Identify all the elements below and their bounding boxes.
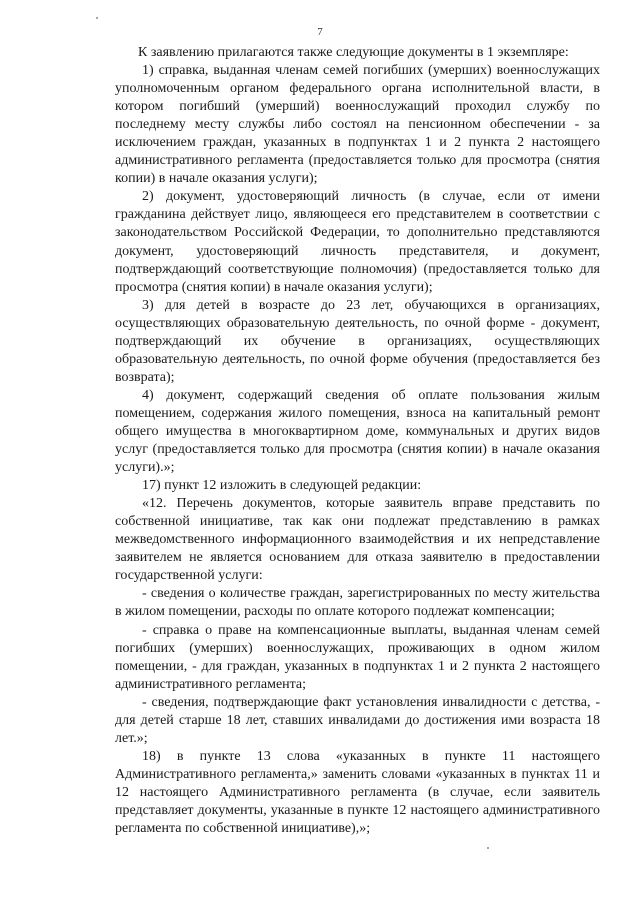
paragraph-dash-item-2: - справка о праве на компенсационные выплаты, выданная членам семей погибших (умерших) военнослужащих, проживающих в одном жилом помещении, - для граждан, указанных в подпунктах 1 и 2 пункта 2 настоящего административного регламента; <box>115 622 600 692</box>
paragraph-dash-item-3: - сведения, подтверждающие факт установления инвалидности с детства, - для детей старше 18 лет, ставших инвалидами до достижения ими возраста 18 лет.»; <box>115 694 600 746</box>
page-number: 7 <box>317 26 323 38</box>
paragraph-amendment-17: 17) пункт 12 изложить в следующей редакции: <box>142 478 422 494</box>
paragraph-item-1: 1) справка, выданная членам семей погибших (умерших) военнослужащих уполномоченным органом федерального органа исполнительной власти, в котором погибший (умерший) военнослужащий проходил службу по последнему месту службы либо состоял на пенсионном обеспечении - за исключением граждан, указанных в подпунктах 1 и 2 пункта 2 настоящего административного регламента (предоставляется только для просмотра (снятия копии) в начале оказания услуги); <box>115 63 600 187</box>
document-body <box>115 44 600 838</box>
paragraph-item-4: 4) документ, содержащий сведения об оплате пользования жилым помещением, содержания жилого помещения, взноса на капитальный ремонт общего имущества в многоквартирном доме, коммунальных и других видов услуг (предоставляется только для просмотра (снятия копии) в начале оказания услуги).»; <box>115 387 600 476</box>
scan-speck <box>96 17 98 19</box>
scan-speck <box>487 847 489 849</box>
paragraph-clause-12: «12. Перечень документов, которые заявитель вправе представить по собственной инициативе, так как они подлежат представлению в рамках межведомственного информационного взаимодействия и их непредставление заявителем не является основанием для отказа заявителю в предоставлении государственной услуги: <box>115 496 600 584</box>
paragraph-attachments-intro: К заявлению прилагаются также следующие документы в 1 экземпляре: <box>138 45 569 60</box>
paragraph-dash-item-1: - сведения о количестве граждан, зарегистрированных по месту жительства в жилом помещении, расходы по оплате которого подлежат компенсации; <box>115 586 600 620</box>
paragraph-item-2: 2) документ, удостоверяющий личность (в случае, если от имени гражданина действует лицо, являющееся его представителем в соответствии с законодательством Российской Федерации, то дополнительно представляются документ, удостоверяющий личность представителя, и документ, подтверждающий соответствующие полномочия) (предоставляется только для просмотра (снятия копии) в начале оказания услуги); <box>115 189 600 295</box>
paragraph-amendment-18: 18) в пункте 13 слова «указанных в пункте 11 настоящего Административного регламента,» заменить словами «указанных в пунктах 11 и 12 настоящего Административного регламента (в случае, если заявитель представляет документы, указанные в пункте 12 настоящего административного регламента по собственной инициативе),»; <box>115 748 600 837</box>
paragraph-item-3: 3) для детей в возрасте до 23 лет, обучающихся в организациях, осуществляющих образовательную деятельность, по очной форме - документ, подтверждающий их обучение в организациях, осуществляющих образовательную деятельность, по очной форме обучения (предоставляется без возврата); <box>115 297 600 385</box>
